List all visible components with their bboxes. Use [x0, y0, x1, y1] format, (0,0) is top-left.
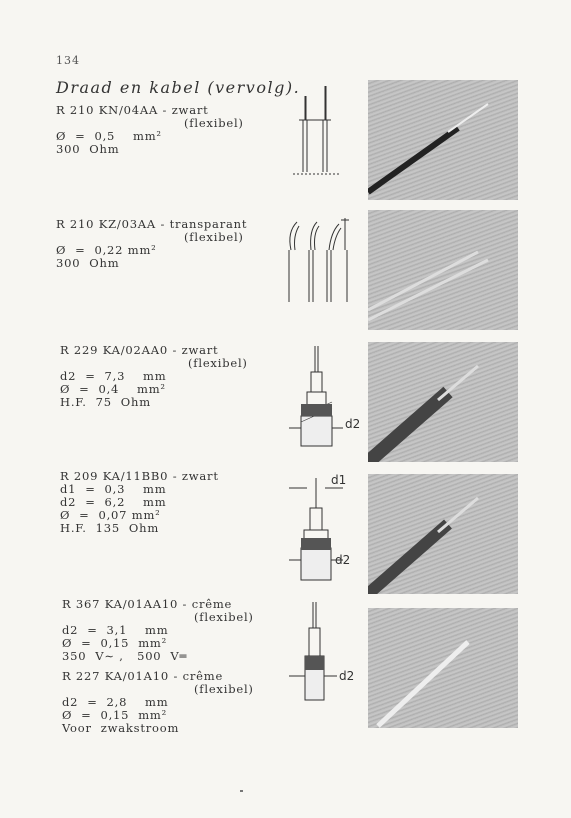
- d1-label: d1: [331, 474, 347, 487]
- photo-thin-coax: [368, 608, 518, 728]
- cable-entry-6: [62, 670, 254, 735]
- cable-type: R 227 KA/01A10 - crême: [62, 669, 224, 683]
- twin-cable-drawing: [285, 82, 345, 182]
- page-title: Draad en kabel (vervolg).: [56, 78, 301, 97]
- cable-flex-note: (flexibel): [184, 230, 244, 244]
- cable-flex-note: (flexibel): [194, 682, 254, 696]
- cable-spec: Ø = 0,07 mm²: [60, 508, 161, 522]
- cable-spec: Ø = 0,4 mm²: [60, 382, 166, 396]
- page-number: 134: [56, 54, 80, 67]
- cable-spec: H.F. 75 Ohm: [60, 395, 151, 409]
- cable-type: R 210 KN/04AA - zwart: [56, 103, 209, 117]
- photo-twin-cable: [368, 80, 518, 200]
- cable-spec: H.F. 135 Ohm: [60, 521, 160, 535]
- cable-type: R 229 KA/02AA0 - zwart: [60, 343, 219, 357]
- thin-coax-drawing: [285, 598, 365, 708]
- cable-entry-1: [56, 104, 244, 156]
- photo-coax-75: [368, 342, 518, 462]
- cable-entry-5: [62, 598, 254, 663]
- cable-type: R 210 KZ/03AA - transparant: [56, 217, 248, 231]
- footer-mark: [240, 790, 243, 792]
- cable-spec: d2 = 7,3 mm: [60, 369, 167, 383]
- coax-135-drawing: [285, 474, 365, 586]
- cable-spec: Ø = 0,15 mm²: [62, 636, 168, 650]
- d2-label: d2: [339, 669, 355, 683]
- cable-spec: d1 = 0,3 mm: [60, 482, 167, 496]
- photo-transparent-cable: [368, 210, 518, 330]
- cable-entry-3: [60, 344, 248, 409]
- cable-spec: Ø = 0,5 mm²: [56, 129, 162, 143]
- cable-spec: d2 = 3,1 mm: [62, 623, 169, 637]
- cable-flex-note: (flexibel): [194, 610, 254, 624]
- photo-coax-135: [368, 474, 518, 594]
- transparent-cable-drawing: [283, 212, 353, 312]
- cable-spec: Ø = 0,15 mm²: [62, 708, 168, 722]
- coax-75-drawing: [285, 342, 365, 452]
- cable-spec: Voor zwakstroom: [62, 721, 180, 735]
- cable-entry-2: [56, 218, 247, 270]
- cable-spec: d2 = 2,8 mm: [62, 695, 169, 709]
- cable-spec: 350 V∼ , 500 V═: [62, 649, 188, 663]
- cable-type: R 209 KA/11BB0 - zwart: [60, 469, 219, 483]
- d2-label: d2: [345, 417, 361, 431]
- cable-flex-note: (flexibel): [188, 356, 248, 370]
- cable-spec: 300 Ohm: [56, 256, 120, 270]
- cable-spec: 300 Ohm: [56, 142, 120, 156]
- d2-label: d2: [335, 553, 351, 567]
- cable-flex-note: (flexibel): [184, 116, 244, 130]
- cable-type: R 367 KA/01AA10 - crême: [62, 597, 233, 611]
- cable-spec: d2 = 6,2 mm: [60, 495, 167, 509]
- cable-entry-4: [60, 470, 219, 535]
- cable-spec: Ø = 0,22 mm²: [56, 243, 157, 257]
